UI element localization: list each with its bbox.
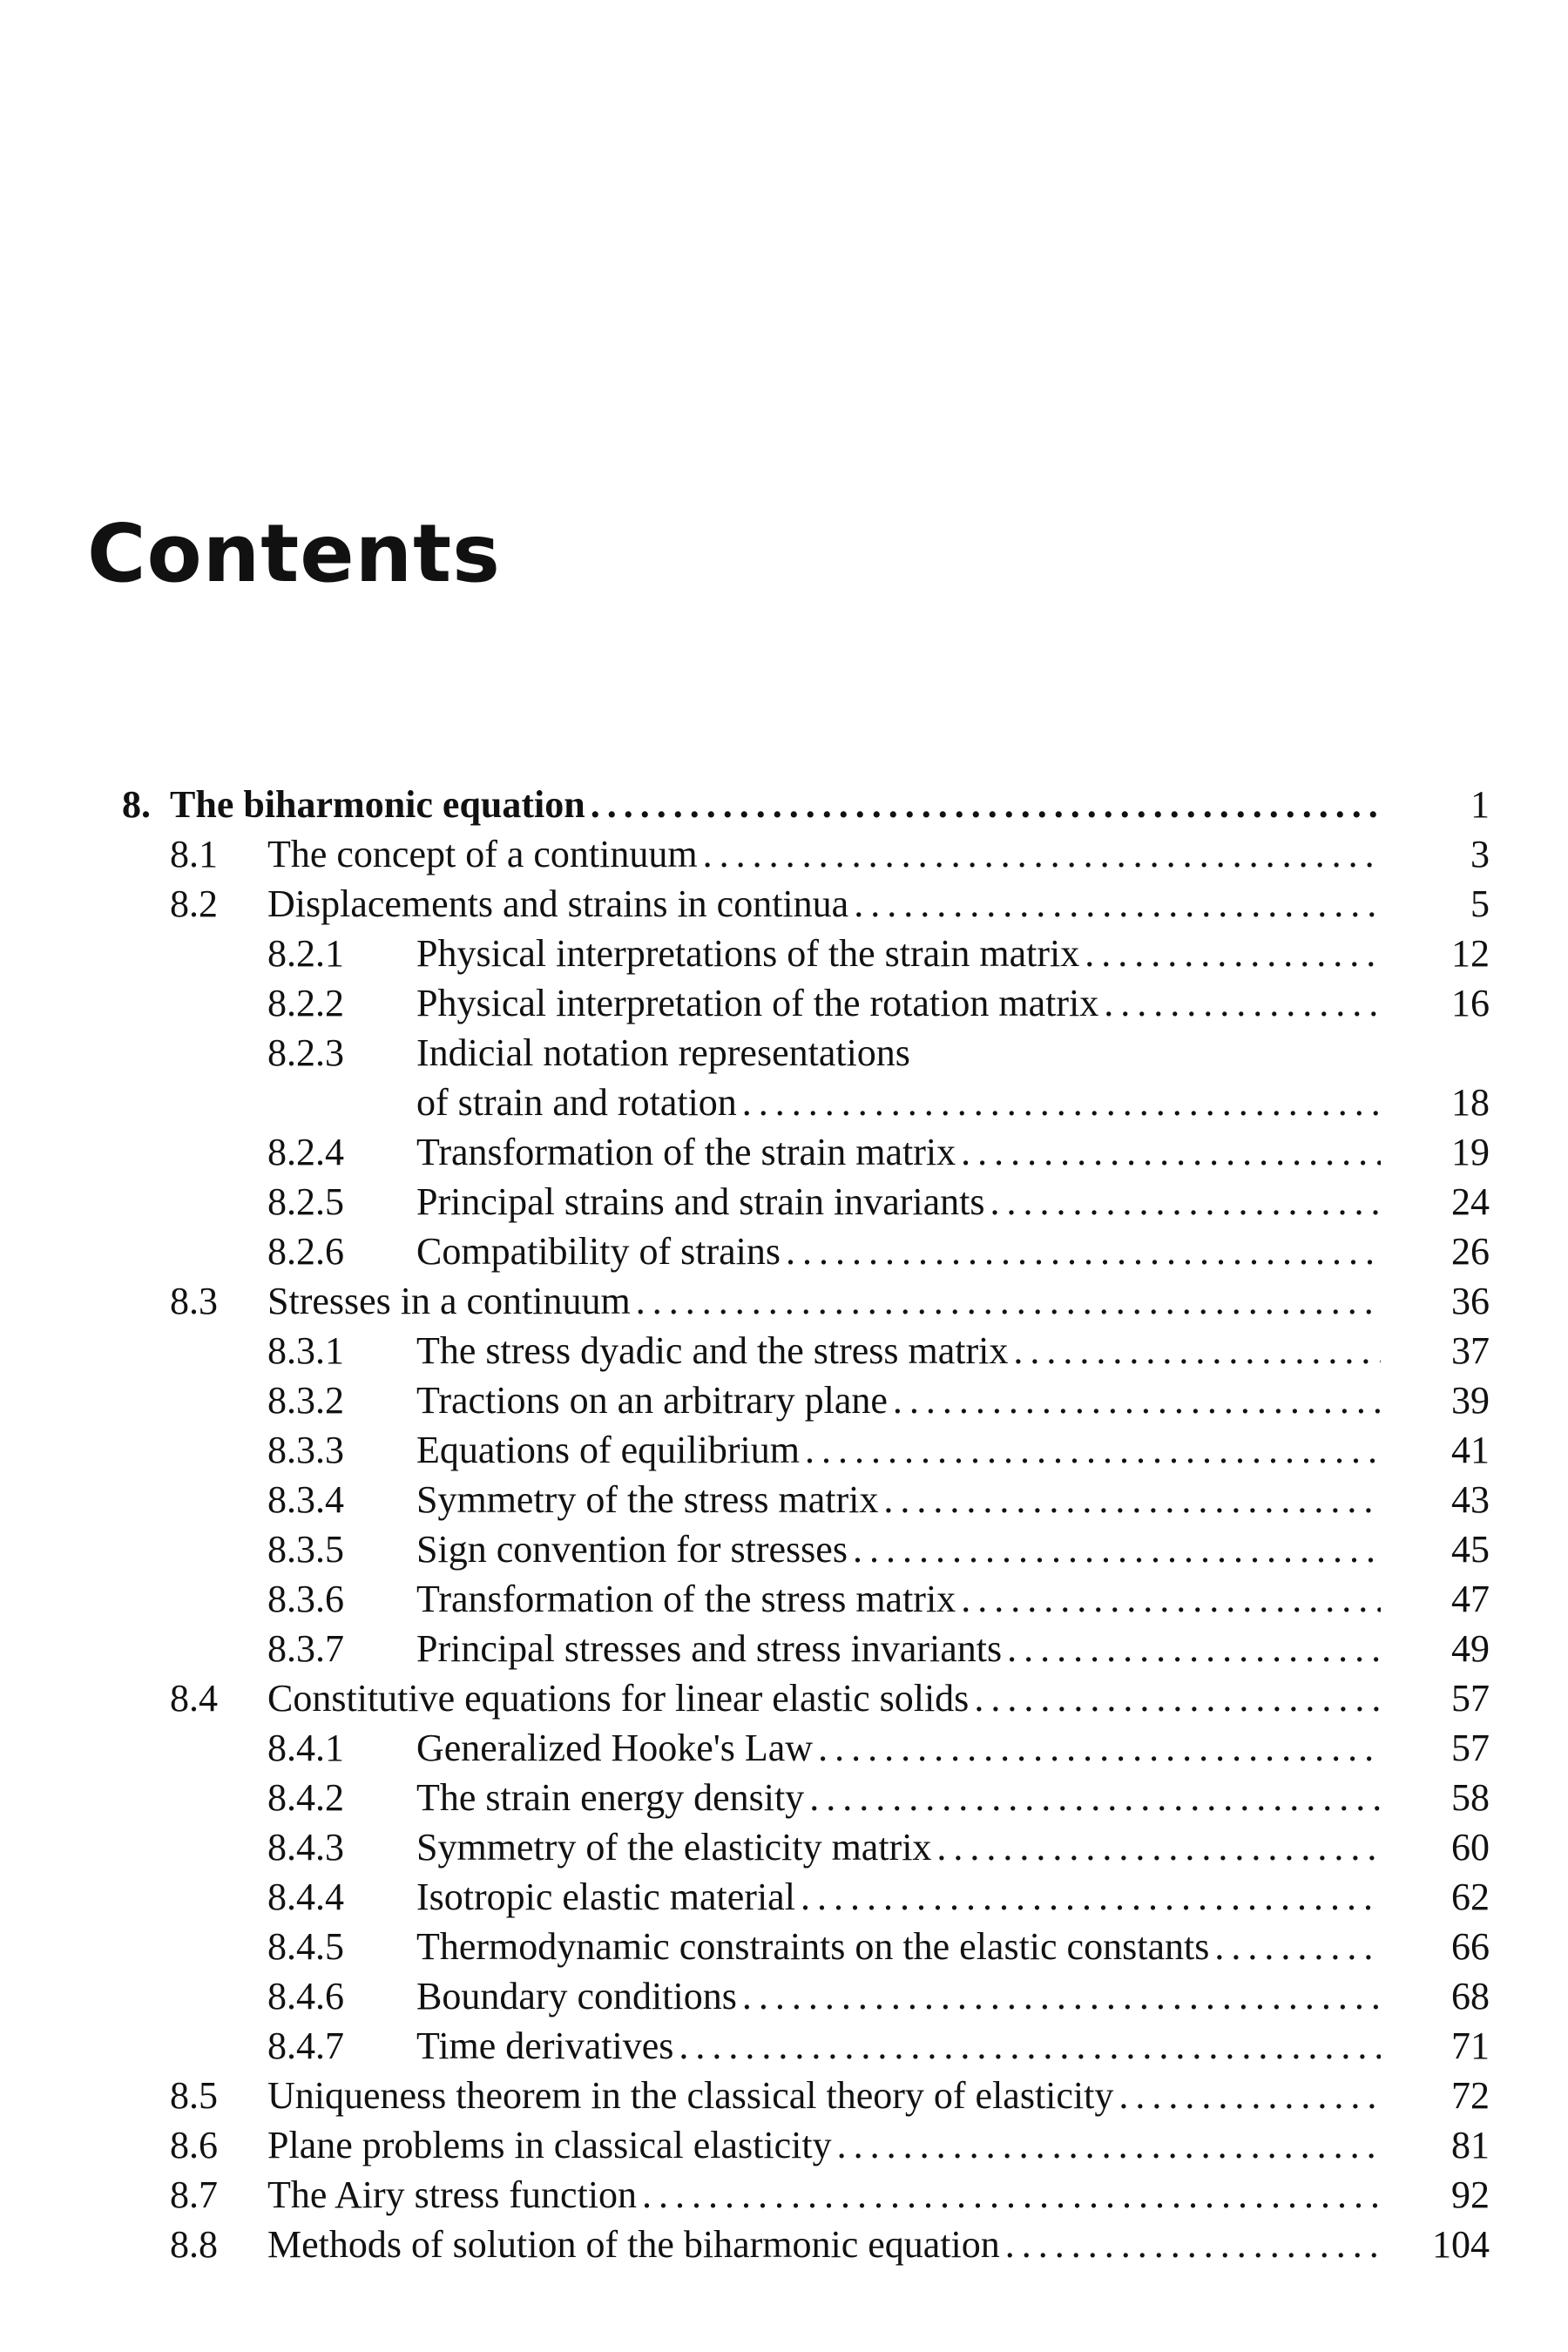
toc-number: 8.3.3 (267, 1429, 344, 1471)
toc-page-number: 49 (1451, 1627, 1490, 1670)
toc-title-text: Symmetry of the stress matrix (416, 1478, 879, 1521)
toc-title (416, 929, 1381, 978)
toc-entry-row[interactable] (122, 978, 1490, 1028)
toc-number: 8.4.1 (267, 1727, 344, 1769)
toc-number: 8.4 (170, 1677, 218, 1720)
toc-entry-row[interactable] (122, 929, 1490, 978)
toc-page-number: 58 (1451, 1776, 1490, 1819)
toc-page-number: 71 (1451, 2024, 1490, 2067)
toc-entry-row[interactable] (122, 1922, 1490, 1971)
toc-number: 8.4.6 (267, 1975, 344, 2017)
dot-leader (1079, 929, 1381, 978)
toc-title (416, 1922, 1381, 1971)
toc-number: 8.2.2 (267, 982, 344, 1024)
toc-title-text: Equations of equilibrium (416, 1429, 800, 1471)
toc-entry-row[interactable] (122, 1326, 1490, 1375)
toc-title (267, 2170, 1381, 2220)
toc-number: 8.5 (170, 2074, 218, 2117)
toc-page-number: 66 (1451, 1925, 1490, 1968)
toc-page-number: 16 (1451, 982, 1490, 1024)
dot-leader (848, 879, 1381, 929)
dot-leader (848, 1524, 1381, 1574)
dot-leader (956, 1574, 1381, 1624)
dot-leader (800, 1425, 1381, 1475)
dot-leader (795, 1872, 1381, 1922)
toc-page-number: 5 (1470, 882, 1490, 925)
dot-leader (1098, 978, 1381, 1028)
toc-number: 8.2.4 (267, 1131, 344, 1173)
toc-page-number: 92 (1451, 2173, 1490, 2216)
toc-title-text: The Airy stress function (267, 2173, 638, 2216)
toc-number: 8.3.1 (267, 1329, 344, 1372)
toc-number: 8.3.2 (267, 1379, 344, 1422)
toc-title-text: Symmetry of the elasticity matrix (416, 1826, 932, 1869)
toc-title-text: The biharmonic equation (170, 783, 585, 826)
toc-title (416, 1375, 1381, 1425)
toc-number: 8.4.4 (267, 1876, 344, 1918)
dot-leader (631, 1276, 1381, 1326)
toc-number: 8.1 (170, 833, 218, 875)
dot-leader (673, 2021, 1381, 2071)
toc-title (416, 1524, 1381, 1574)
toc-title-text: Principal stresses and stress invariants (416, 1627, 1003, 1670)
toc-entry-row[interactable] (122, 829, 1490, 879)
toc-title (267, 829, 1381, 879)
toc-entry-row[interactable] (122, 1127, 1490, 1177)
toc-entry-row[interactable] (122, 1475, 1490, 1524)
toc-entry-row[interactable] (122, 2021, 1490, 2071)
toc-number: 8.2 (170, 882, 218, 925)
toc-number: 8.2.1 (267, 932, 344, 975)
toc-entry-row[interactable] (122, 1673, 1490, 1723)
toc-title (416, 1723, 1381, 1773)
toc-title-text: Time derivatives (416, 2024, 674, 2067)
toc-page-number: 47 (1451, 1578, 1490, 1620)
toc-title-text: Displacements and strains in continua (267, 882, 849, 925)
toc-entry-row[interactable] (122, 1574, 1490, 1624)
dot-leader (985, 1177, 1381, 1227)
toc-title (170, 780, 1381, 829)
toc-entry-row[interactable] (122, 2170, 1490, 2220)
toc-number: 8.3.4 (267, 1478, 344, 1521)
toc-title (416, 1822, 1381, 1872)
toc-entry-row[interactable] (122, 1971, 1490, 2021)
toc-title-text: The strain energy density (416, 1776, 805, 1819)
toc-page-number: 81 (1451, 2124, 1490, 2166)
toc-title-text: Physical interpretations of the strain matrix (416, 932, 1080, 975)
dot-leader (698, 829, 1381, 879)
toc-title (416, 1028, 1381, 1078)
dot-leader (637, 2170, 1381, 2220)
toc-number: 8. (122, 783, 151, 826)
dot-leader (878, 1475, 1381, 1524)
toc-page-number: 24 (1451, 1180, 1490, 1223)
toc-entry-row[interactable] (122, 2120, 1490, 2170)
toc-title (267, 2071, 1381, 2120)
toc-chapter-row[interactable] (122, 780, 1490, 829)
toc-entry-row[interactable] (122, 1872, 1490, 1922)
toc-number: 8.2.5 (267, 1180, 344, 1223)
toc-entry-row[interactable] (122, 879, 1490, 929)
toc-page-number: 60 (1451, 1826, 1490, 1869)
dot-leader (931, 1822, 1381, 1872)
dot-leader (832, 2120, 1381, 2170)
toc-title (267, 2120, 1381, 2170)
toc-page-number: 41 (1451, 1429, 1490, 1471)
toc-title (416, 1475, 1381, 1524)
toc-title-text: The concept of a continuum (267, 833, 698, 875)
toc-title-text: Thermodynamic constraints on the elastic constants (416, 1925, 1210, 1968)
toc-title-text: Principal strains and strain invariants (416, 1180, 985, 1223)
toc-title-text: Boundary conditions (416, 1975, 737, 2017)
toc-title-text: Sign convention for stresses (416, 1528, 848, 1571)
toc-entry-row[interactable] (122, 1524, 1490, 1574)
toc-number: 8.7 (170, 2173, 218, 2216)
toc-title-text: of strain and rotation (416, 1081, 737, 1124)
toc-title-text: Plane problems in classical elasticity (267, 2124, 832, 2166)
toc-title (416, 978, 1381, 1028)
toc-number: 8.3.7 (267, 1627, 344, 1670)
toc-title (416, 1177, 1381, 1227)
toc-title-text: Isotropic elastic material (416, 1876, 795, 1918)
toc-title (416, 2021, 1381, 2071)
toc-entry-row[interactable] (122, 2220, 1490, 2269)
toc-number: 8.2.3 (267, 1031, 344, 1074)
toc-entry-row[interactable] (122, 1028, 1490, 1078)
toc-entry-row[interactable] (122, 1375, 1490, 1425)
toc-page-number: 37 (1451, 1329, 1490, 1372)
toc-page-number: 3 (1470, 833, 1490, 875)
toc-page-number: 26 (1451, 1230, 1490, 1273)
toc-number: 8.6 (170, 2124, 218, 2166)
toc-number: 8.4.3 (267, 1826, 344, 1869)
dot-leader (585, 780, 1381, 829)
toc-title-text: Transformation of the strain matrix (416, 1131, 956, 1173)
toc-entry-row[interactable] (122, 1822, 1490, 1872)
toc-title-text: Indicial notation representations (416, 1031, 910, 1074)
toc-title-text: Constitutive equations for linear elastic solids (267, 1677, 970, 1720)
toc-entry-row[interactable] (122, 1177, 1490, 1227)
toc-number: 8.4.7 (267, 2024, 344, 2067)
toc-title (416, 1326, 1381, 1375)
toc-page-number: 43 (1451, 1478, 1490, 1521)
toc-entry-row[interactable] (122, 1723, 1490, 1773)
toc-page-number: 104 (1432, 2223, 1490, 2266)
dot-leader (1113, 2071, 1381, 2120)
toc-title-text: The stress dyadic and the stress matrix (416, 1329, 1009, 1372)
toc-page-number: 36 (1451, 1280, 1490, 1322)
toc-entry-row[interactable] (122, 1624, 1490, 1673)
toc-number: 8.3.5 (267, 1528, 344, 1571)
toc-number: 8.3.6 (267, 1578, 344, 1620)
dot-leader (1000, 2220, 1381, 2269)
dot-leader (956, 1127, 1381, 1177)
toc-title-text: Transformation of the stress matrix (416, 1578, 956, 1620)
toc-number: 8.2.6 (267, 1230, 344, 1273)
dot-leader (737, 1078, 1381, 1127)
toc-page-number: 1 (1470, 783, 1490, 826)
toc-title (267, 879, 1381, 929)
toc-number: 8.3 (170, 1280, 218, 1322)
toc-title (416, 1872, 1381, 1922)
toc-title (416, 1227, 1381, 1276)
toc-title (416, 1971, 1381, 2021)
toc-page-number: 72 (1451, 2074, 1490, 2117)
table-of-contents (122, 780, 1490, 2269)
toc-page-number: 19 (1451, 1131, 1490, 1173)
toc-title-text: Uniqueness theorem in the classical theory of elasticity (267, 2074, 1114, 2117)
toc-entry-row[interactable] (122, 1276, 1490, 1326)
dot-leader (1209, 1922, 1381, 1971)
toc-title (267, 1673, 1381, 1723)
toc-page-number: 12 (1451, 932, 1490, 975)
dot-leader (737, 1971, 1381, 2021)
dot-leader (804, 1773, 1381, 1822)
toc-page-number: 68 (1451, 1975, 1490, 2017)
toc-title (416, 1624, 1381, 1673)
toc-title-text: Methods of solution of the biharmonic equation (267, 2223, 1000, 2266)
toc-entry-row[interactable] (122, 1425, 1490, 1475)
toc-title (416, 1773, 1381, 1822)
dot-leader (969, 1673, 1381, 1723)
toc-title (416, 1078, 1381, 1127)
toc-title-text: Stresses in a continuum (267, 1280, 631, 1322)
toc-number: 8.4.5 (267, 1925, 344, 1968)
toc-entry-row[interactable] (122, 1773, 1490, 1822)
toc-number: 8.4.2 (267, 1776, 344, 1819)
toc-title-text: Physical interpretation of the rotation matrix (416, 982, 1099, 1024)
toc-entry-row[interactable] (122, 2071, 1490, 2120)
dot-leader (781, 1227, 1381, 1276)
toc-number: 8.8 (170, 2223, 218, 2266)
toc-title-text: Generalized Hooke's Law (416, 1727, 814, 1769)
toc-entry-row[interactable] (122, 1227, 1490, 1276)
toc-page-number: 18 (1451, 1081, 1490, 1124)
toc-title (416, 1127, 1381, 1177)
toc-title (267, 2220, 1381, 2269)
toc-title (267, 1276, 1381, 1326)
dot-leader (888, 1375, 1381, 1425)
toc-page-number: 62 (1451, 1876, 1490, 1918)
dot-leader (1008, 1326, 1381, 1375)
toc-title-text: Tractions on an arbitrary plane (416, 1379, 888, 1422)
toc-entry-continuation-row[interactable] (122, 1078, 1490, 1127)
toc-page-number: 57 (1451, 1727, 1490, 1769)
dot-leader (813, 1723, 1381, 1773)
toc-page-number: 39 (1451, 1379, 1490, 1422)
toc-page-number: 45 (1451, 1528, 1490, 1571)
toc-title-text: Compatibility of strains (416, 1230, 781, 1273)
toc-page-number: 57 (1451, 1677, 1490, 1720)
page-title: Contents (87, 507, 501, 600)
dot-leader (1002, 1624, 1381, 1673)
toc-title (416, 1574, 1381, 1624)
toc-title (416, 1425, 1381, 1475)
